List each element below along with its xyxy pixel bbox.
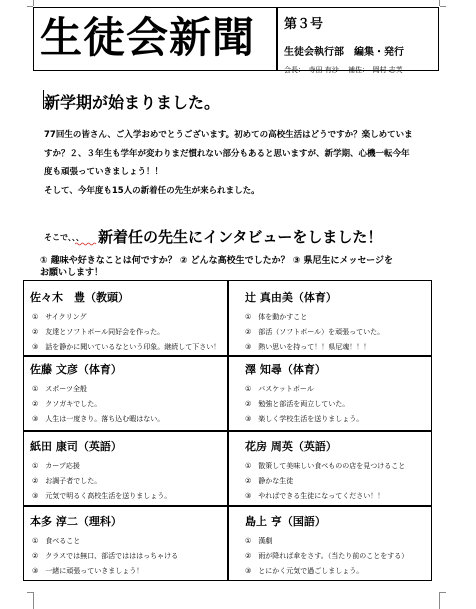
publisher-line: 生徒会執行部 編集・発行: [284, 47, 404, 58]
spellcheck-underline: [75, 242, 97, 246]
teacher-answer: ③ 話を静かに聞いているなという印象。継続して下さい！: [32, 343, 221, 351]
teacher-answer: ② クソガキでした。: [32, 400, 102, 408]
newspaper-title: 生徒会新聞: [40, 13, 256, 62]
crop-mark: [440, 6, 446, 7]
paragraph-line: そして、今年度も15人の新着任の先生が来られました。: [44, 186, 260, 196]
teacher-answer: ② 勉強と部活を両立していた。: [245, 400, 350, 408]
paragraph-line: 度も頑張っていきましょう！！: [44, 167, 164, 177]
teacher-answer: ③ やればできる生徒になってください！！: [245, 492, 385, 500]
masthead-divider: [276, 7, 278, 71]
teacher-answer: ③ 元気で明るく高校生活を送りましょう。: [32, 492, 172, 500]
table-divider: [23, 505, 432, 507]
crop-mark: [33, 592, 34, 609]
teacher-answer: ③ 楽しく学校生活を送りましょう。: [245, 415, 364, 423]
staff-line: 会長： 寺田 有沙 補佐： 岡村 志芙: [284, 66, 403, 74]
teacher-answer: ② お調子者でした。: [32, 477, 102, 485]
teacher-name: 佐藤 文彦（体育）: [30, 363, 122, 376]
crop-mark: [439, 592, 440, 609]
teacher-answer: ① 食べること: [32, 537, 81, 545]
teacher-name: 辻 真由美（体育）: [245, 291, 337, 304]
crop-mark: [33, 0, 34, 6]
teacher-name: 紙田 康司（英語）: [30, 440, 122, 453]
teacher-answer: ① サイクリング: [32, 313, 87, 321]
teacher-answer: ② クラスでは無口、部活ではははっちゃける: [32, 552, 179, 560]
teacher-answer: ② 静かな生徒: [245, 477, 294, 485]
paragraph-line: 77回生の皆さん、ご入学おめでとうございます。初めての高校生活はどうですか？楽しめていま: [44, 130, 413, 140]
teacher-name: 澤 知尋（体育）: [245, 363, 326, 376]
teacher-answer: ① 漢劇: [245, 537, 273, 545]
teacher-answer: ③ とにかく元気で過ごしましょう。: [245, 567, 364, 575]
crop-mark: [27, 592, 33, 593]
teacher-answer: ③ 一緒に頑張っていきましょう！: [32, 567, 144, 575]
teacher-name: 本多 淳二（理科）: [30, 515, 122, 528]
crop-mark: [440, 592, 446, 593]
teacher-name: 島上 亨（国語）: [245, 515, 326, 528]
teacher-answer: ② 部活（ソフトボール）を頑張っていた。: [245, 328, 385, 336]
teacher-name: 花房 周英（英語）: [245, 440, 337, 453]
teacher-answer: ① カープ応援: [32, 462, 80, 470]
teacher-answer: ② 雨が降れば傘をさす。（当たり前のことをする）: [245, 552, 409, 560]
table-divider: [23, 355, 432, 357]
table-divider: [23, 430, 432, 432]
teacher-answer: ② 友達とソフトボール同好会を作った。: [32, 328, 165, 336]
teacher-answer: ① 体を動かすこと: [245, 313, 308, 321]
teacher-answer: ① スポーツ全般: [32, 385, 87, 393]
paragraph-line: すか？２、３年生も学年が変わりまだ慣れない部分もあると思いますが、新学期、心機一転今年: [44, 149, 410, 159]
issue-number: 第３号: [284, 17, 324, 32]
teacher-answer: ① バスケットボール: [245, 385, 314, 393]
question-line: お願いします！: [40, 268, 104, 278]
question-line: ① 趣味や好きなことは何ですか？ ② どんな高校生でしたか？ ③ 県尼生にメッセージを: [40, 256, 393, 266]
teacher-answer: ① 散策して美味しい食べものの店を見つけること: [245, 462, 406, 470]
teacher-name: 佐々木 豊（教頭）: [30, 291, 129, 304]
intro-word: そこで、、、: [44, 233, 84, 242]
teacher-answer: ③ 人生は一度きり。落ち込む暇はない。: [32, 415, 165, 423]
interview-subheadline: 新着任の先生にインタビューをしました！: [98, 228, 383, 246]
article-headline: 新学期が始まりました。: [44, 93, 221, 112]
teacher-answer: ③ 熱い思いを持って！！県尼魂！！！: [245, 343, 371, 351]
